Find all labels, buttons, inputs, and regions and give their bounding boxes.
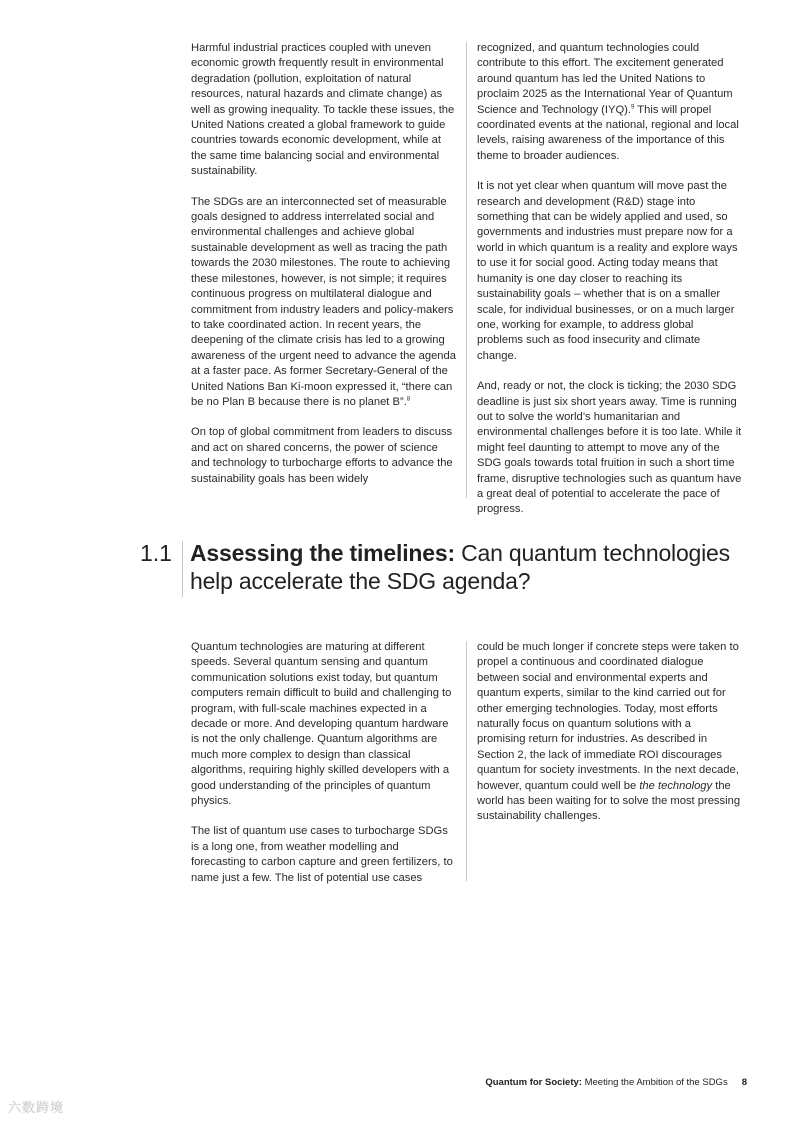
column-divider: [466, 641, 467, 881]
paragraph: It is not yet clear when quantum will move past the research and development (R&D) stage into something that can be widely applied and used, so governments and industries must prepare now for a world in which quantum is a reality and explore ways to use it for social good. Acting today means that humanity is one day closer to reaching its sustainability goals – whether that is on a smaller scale, for individual businesses, or on a much larger one, working for example, to address global problems such as food insecurity and climate change.: [477, 180, 738, 362]
heading-divider: [182, 541, 183, 597]
section-number: 1.1: [140, 540, 172, 566]
bottom-left-column: [191, 640, 456, 901]
paragraph: And, ready or not, the clock is ticking; the 2030 SDG deadline is just six short years away. Time is running out to solve the world’s humanitarian and environmental challenges before it is too late. While it might feel daunting to attempt to move any of the SDG goals towards total fruition in such a short time frame, disruptive technologies such as quantum have a great deal of potential to accelerate the pace of progress.: [477, 380, 742, 516]
bottom-right-column: [477, 640, 742, 840]
watermark-logo: 六数跨境: [8, 1100, 65, 1115]
paragraph: Harmful industrial practices coupled with uneven economic growth frequently result in environmental degradation (pollution, exploitation of natural resources, natural hazards and climate change) as well as growing inequality. To tackle these issues, the United Nations created a global framework to guide countries towards economic development, while at the same time balancing social and environmental sustainability.: [191, 42, 455, 178]
paragraph: could be much longer if concrete steps were taken to propel a continuous and coordinated dialogue between social and environmental experts and quantum experts, similar to the kind carried out for other emerging technologies. Today, most efforts naturally focus on quantum solutions with a promising return for industries. As described in Section 2, the lack of immediate ROI discourages quantum for society investments. In the next decade, however, quantum could well be the technology the world has been waiting for to solve the most pressing sustainability challenges.: [477, 641, 741, 823]
paragraph: The SDGs are an interconnected set of measurable goals designed to address interrelated social and environmental challenges and achieve global sustainable development as well as tracing the path towards the 2030 milestones. The route to achieving these milestones, however, is not simple; it requires continuous progress on multilateral dialogue and commitment from industry leaders and policy-makers to take coordinated action. In recent years, the deepening of the climate crisis has led to a growing awareness of the urgent need to advance the agenda at a faster pace. As former Secretary-General of the United Nations Ban Ki-moon expressed it, “there can be no Plan B because there is no planet B”.$^8$: [191, 195, 456, 408]
paragraph: recognized, and quantum technologies could contribute to this effort. The excitement generated around quantum has led the United Nations to proclaim 2025 as the International Year of Quantum Science and Technology (IYQ).$^9$ This will propel coordinated events at the national, regional and local levels, raising awareness of the importance of this theme to broader audiences.: [477, 42, 739, 162]
section-title: Assessing the timelines: Can quantum technologies help accelerate the SDG agenda?: [190, 540, 730, 594]
column-divider: [466, 42, 467, 498]
paragraph: The list of quantum use cases to turbocharge SDGs is a long one, from weather modelling and forecasting to carbon capture and green fertilizers, to name just a few. The list of potential use cases: [191, 825, 453, 884]
paragraph: Quantum technologies are maturing at different speeds. Several quantum sensing and quantum communication solutions exist today, but quantum computers remain difficult to build and challenging to program, with full-scale machines expected in a decade or more. And developing quantum hardware is not the only challenge. Quantum algorithms are much more complex to design than classical algorithms, requiring highly skilled developers with a good understanding of the principles of quantum physics.: [191, 641, 452, 808]
footnote-ref: 9: [631, 103, 635, 110]
top-right-column: [477, 41, 742, 533]
page-footer: Quantum for Society: Meeting the Ambition of the SDGs 8: [485, 1077, 747, 1088]
footnote-ref: 8: [406, 396, 411, 403]
top-left-column: [191, 41, 456, 502]
paragraph: On top of global commitment from leaders to discuss and act on shared concerns, the power of science and technology to turbocharge efforts to advance the sustainability goals has been widely: [191, 426, 453, 485]
page-number: 8: [741, 1077, 747, 1088]
